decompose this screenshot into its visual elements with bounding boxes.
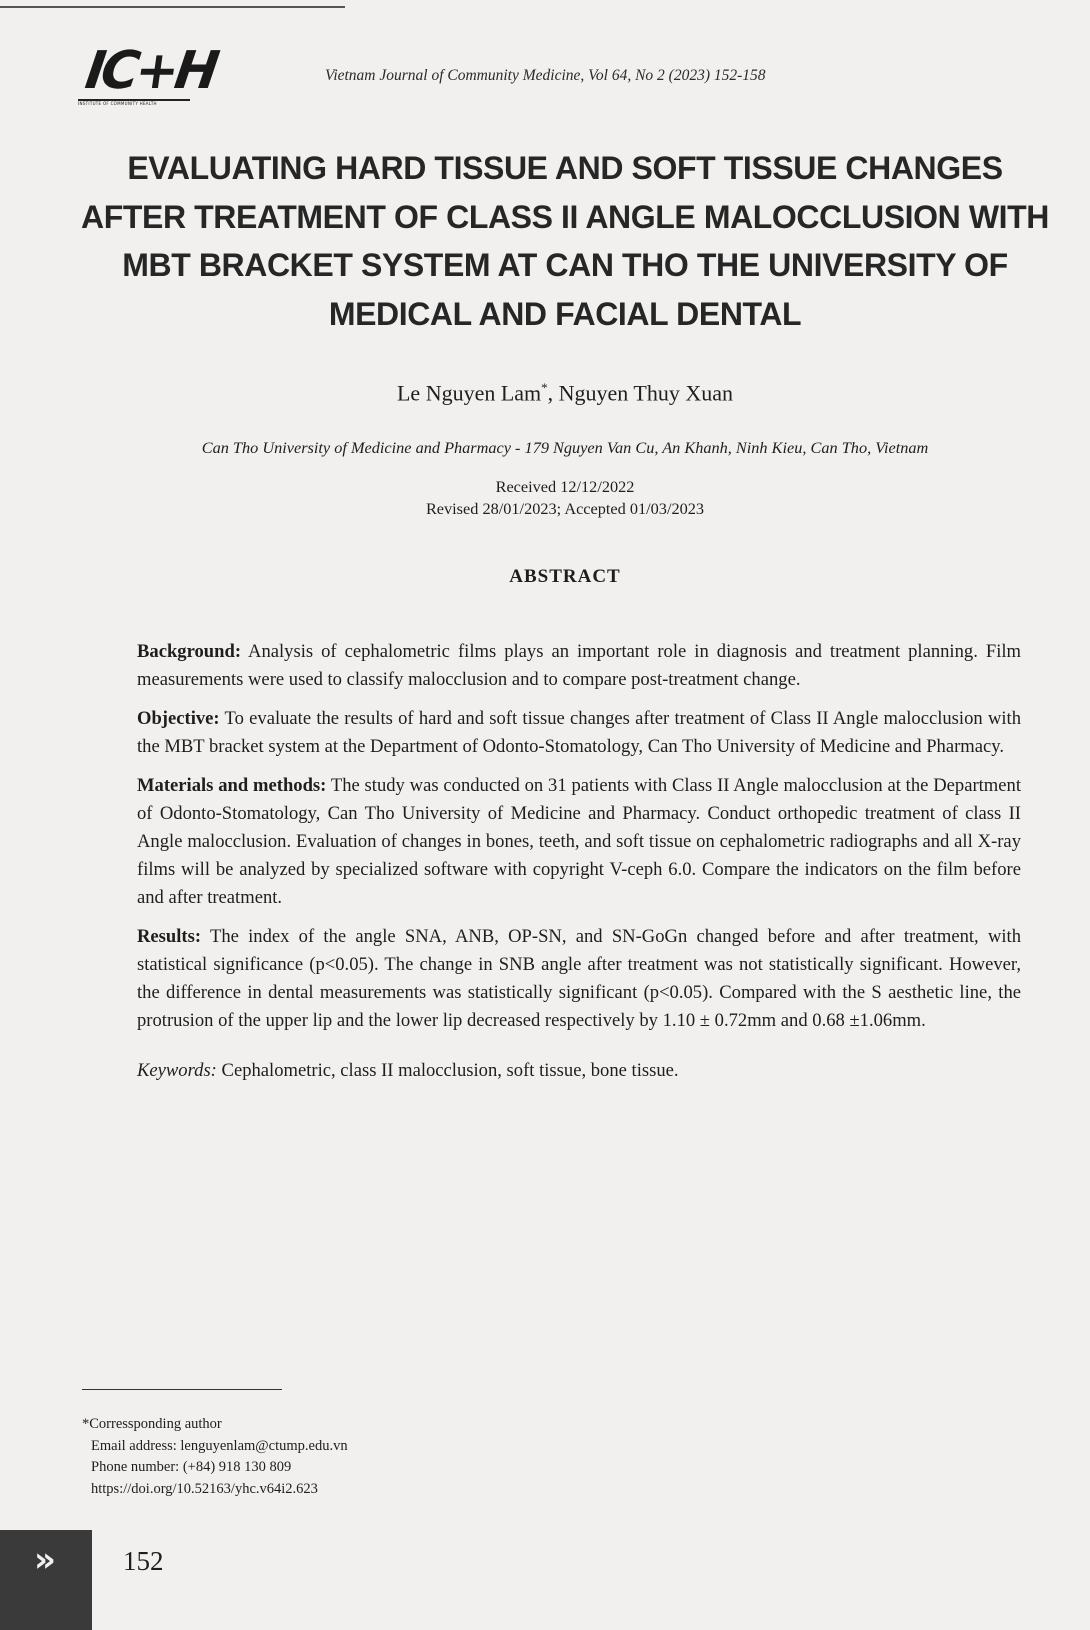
abstract-heading: ABSTRACT [509,566,621,587]
section-label: Background: [137,641,242,662]
logo-subtext: INSTITUTE OF COMMUNITY HEALTH [78,99,190,107]
abstract-body [137,638,1021,1096]
author-list [80,380,1050,406]
journal-logo [78,41,219,118]
article-dates [80,476,1050,520]
footnote-divider [82,1389,282,1390]
abstract-results [137,923,1021,1035]
journal-citation: Vietnam Journal of Community Medicine, Vol 64, No 2 (2023) 152-158 [325,67,766,84]
revised-accepted-date: Revised 28/01/2023; Accepted 01/03/2023 [425,499,705,518]
received-date: Received 12/12/2022 [495,477,635,496]
section-text: The index of the angle SNA, ANB, OP-SN, and SN-GoGn changed before and after treatment, with statistical significance (p<0.05). The change in SNB angle after treatment was not statistically significant. However, the difference in dental measurements was statistically significant (p<0.05). Compared with the S aesthetic line, the protrusion of the upper lip and the lower lip decreased respectively by 1.10 ± 0.72mm and 0.68 ±1.06mm. [137,926,1021,1031]
abstract-objective [137,705,1021,761]
affiliation: Can Tho University of Medicine and Pharmacy - 179 Nguyen Van Cu, An Khanh, Ninh Kieu, Can Tho, Vietnam [201,438,929,457]
phone-line: Phone number: (+84) 918 130 809 [91,1459,292,1475]
author-name: Le Nguyen Lam [396,380,542,406]
abstract-methods [137,772,1021,912]
section-text: Analysis of cephalometric films plays an important role in diagnosis and treatment planning. Film measurements were used to classify malocclusion and to compare post-treatment change. [137,641,1021,690]
keywords-text: Cephalometric, class II malocclusion, soft tissue, bone tissue. [216,1060,679,1081]
corresponding-mark: * [541,380,548,395]
double-chevron-icon: » [34,1540,50,1580]
section-label: Results: [137,926,202,947]
keywords-label: Keywords: [137,1060,217,1081]
doi-link[interactable]: https://doi.org/10.52163/yhc.v64i2.623 [91,1480,318,1497]
page-number: 152 [123,1546,164,1576]
section-label: Objective: [137,708,220,729]
section-text: The study was conducted on 31 patients with Class II Angle malocclusion at the Department of Odonto-Stomatology, Can Tho University of Medicine and Pharmacy. Conduct orthopedic treatment of class II Angle malocclusion. Evaluation of changes in bones, teeth, and soft tissue on cephalometric radiographs and all X-ray films will be analyzed by specialized software with copyright V-ceph 6.0. Compare the indicators on the film before and after treatment. [137,775,1021,908]
logo-mark: IC+H [81,41,219,101]
email-line[interactable]: Email address: lenguyenlam@ctump.edu.vn [91,1437,348,1454]
article-title: EVALUATING HARD TISSUE AND SOFT TISSUE CHANGES AFTER TREATMENT OF CLASS II ANGLE MALOCCLUSION WITH MBT BRACKET SYSTEM AT CAN THO THE UNIVERSITY OF MEDICAL AND FACIAL DENTAL [81,150,1049,332]
corresponding-author-note: *Corressponding author [82,1416,222,1432]
abstract-keywords [137,1057,1021,1085]
author-name: , Nguyen Thuy Xuan [547,380,734,406]
abstract-background [137,638,1021,694]
footnote [82,1414,348,1500]
section-text: To evaluate the results of hard and soft tissue changes after treatment of Class II Angle malocclusion with the MBT bracket system at the Department of Odonto-Stomatology, Can Tho University of Medicine and Pharmacy. [137,708,1021,757]
section-label: Materials and methods: [137,775,327,796]
page-marker-box [0,1530,92,1630]
top-rule [0,6,345,8]
